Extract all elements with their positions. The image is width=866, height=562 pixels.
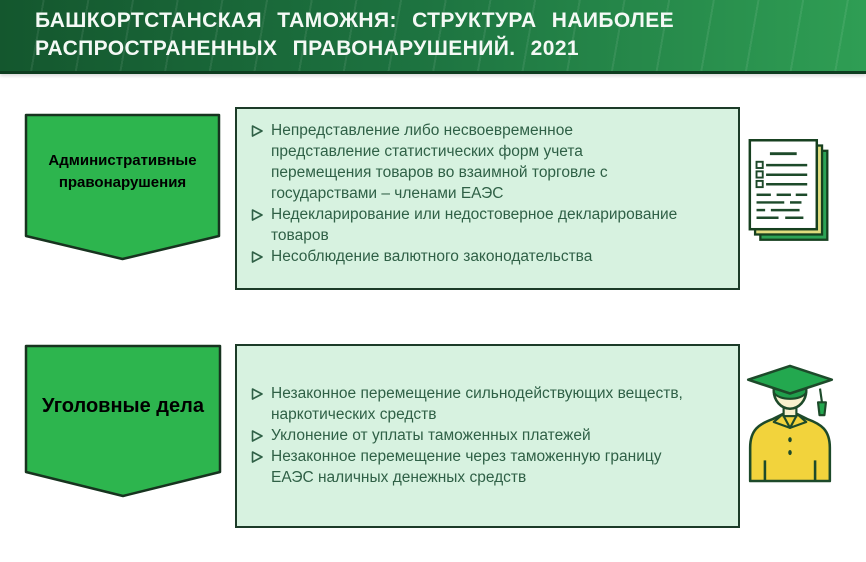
slide-title-line2: РАСПРОСТРАНЕННЫХ ПРАВОНАРУШЕНИЙ. 2021 [35,37,579,60]
panel-administrative-offenses [235,107,740,290]
documents-stack-icon [746,136,834,244]
graduate-person-icon [743,363,837,483]
list-item [250,383,724,425]
banner-criminal-cases [24,344,222,498]
arrow-bullet-icon [251,387,264,401]
list-item [250,120,724,204]
arrow-bullet-icon [251,450,264,464]
slide-header [0,0,866,74]
bullet-text: Незаконное перемещение сильнодействующих веществ, наркотических средств [271,385,683,423]
bullet-text: Несоблюдение валютного законодательства [271,248,593,265]
bullet-text: Уклонение от уплаты таможенных платежей [271,427,591,444]
bullet-text: Незаконное перемещение через таможенную границу ЕАЭС наличных денежных средств [271,448,662,486]
list-item [250,246,724,267]
banner-label: Административные правонарушения [48,152,197,191]
list-item [250,446,724,488]
bullet-list [250,383,724,488]
arrow-bullet-icon [251,124,264,138]
banner-administrative-offenses [24,113,221,261]
list-item [250,425,724,446]
arrow-bullet-icon [251,250,264,264]
arrow-bullet-icon [251,208,264,222]
panel-criminal-cases [235,344,740,528]
bullet-list [250,120,724,267]
bullet-text: Непредставление либо несвоевременное представление статистических форм учета перемещения товаров во взаимной торговле с государствами – членами ЕАЭС [271,122,608,202]
bullet-text: Недекларирование или недостоверное декларирование товаров [271,206,678,244]
list-item [250,204,724,246]
banner-label: Уголовные дела [42,395,204,417]
slide-title-line1: БАШКОРТСТАНСКАЯ ТАМОЖНЯ: СТРУКТУРА НАИБОЛЕЕ [35,9,675,32]
arrow-bullet-icon [251,429,264,443]
slide-title [35,7,674,63]
